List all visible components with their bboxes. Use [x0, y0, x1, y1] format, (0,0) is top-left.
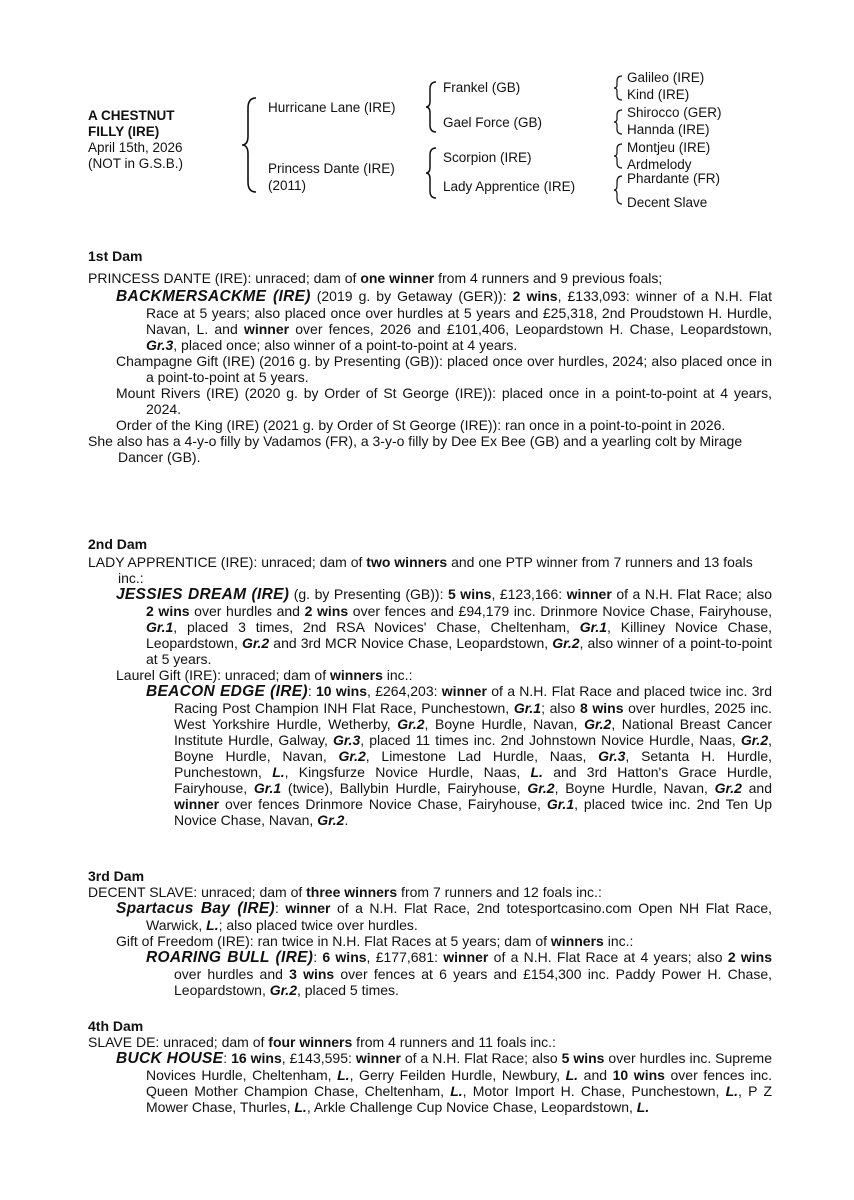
grandoffspring-beacon-edge: BEACON EDGE (IRE): 10 wins, £264,203: winner of a N.H. Flat Race and placed twice inc. 3rd Racing Post Champion INH Flat Race, Punchestown, Gr.1; also 8 wins over hurdles, 2025 inc. West Yorkshire Hurdle, Wetherby, Gr.2, Boyne Hurdle, Navan, Gr.2, National Breast Cancer Institute Hurdle, Galway, Gr.3, placed 11 times inc. 2nd Johnstown Novice Hurdle, Naas, Gr.2, Boyne Hurdle, Navan, Gr.2, Limestone Lad Hurdle, Naas, Gr.3, Setanta H. Hurdle, Punchestown, L., Kingsfurze Novice Hurdle, Naas, L. and 3rd Hatton's Grace Hurdle, Fairyhouse, Gr.1 (twice), Ballybin Hurdle, Fairyhouse, Gr.2, Boyne Hurdle, Navan, Gr.2 and winner over fences Drinmore Novice Chase, Fairyhouse, Gr.1, placed twice inc. 2nd Ten Up Novice Chase, Navan, Gr.2. [146, 683, 773, 828]
brace-gen3-2 [612, 108, 626, 136]
second-dam-heading: 2nd Dam [88, 536, 148, 552]
offspring-champagne-gift: Champagne Gift (IRE) (2016 g. by Presenting (GB)): placed once over hurdles, 2024; also placed once in a point-to-point at 5 years. [116, 353, 772, 385]
offspring-spartacus-bay: Spartacus Bay (IRE): winner of a N.H. Flat Race, 2nd totesportcasino.com Open NH Flat Race, Warwick, L.; also placed twice over hurdles. [116, 900, 773, 933]
dam-name: Princess Dante (IRE) [268, 161, 395, 176]
brace-gen3-3 [612, 142, 626, 170]
subject-foaling-date: April 15th, 2026 [88, 140, 183, 155]
first-dam-intro: PRINCESS DANTE (IRE): unraced; dam of one winner from 4 runners and 9 previous foals; [88, 270, 663, 286]
ancestor-kind: Kind (IRE) [627, 87, 690, 102]
second-dam-intro: LADY APPRENTICE (IRE): unraced; dam of two winners and one PTP winner from 7 runners and 13 foals inc.: [88, 554, 753, 586]
subject-name-line2: FILLY (IRE) [88, 124, 160, 139]
sire-dam-name: Gael Force (GB) [443, 115, 543, 130]
fourth-dam-section [88, 1018, 772, 1115]
third-dam-section [88, 868, 772, 998]
dam-sire-name: Scorpion (IRE) [443, 150, 532, 165]
ancestor-decent-slave: Decent Slave [627, 195, 708, 210]
subject-name-line1: A CHESTNUT [88, 108, 175, 123]
offspring-gift-of-freedom: Gift of Freedom (IRE): ran twice in N.H. Flat Races at 5 years; dam of winners inc.: [116, 933, 634, 949]
brace-gen3-1 [612, 74, 626, 102]
third-dam-heading: 3rd Dam [88, 868, 145, 884]
sire-sire-name: Frankel (GB) [443, 80, 521, 95]
offspring-buck-house: BUCK HOUSE: 16 wins, £143,595: winner of a N.H. Flat Race; also 5 wins over hurdles inc. Supreme Novices Hurdle, Cheltenham, L., Gerry Feilden Hurdle, Newbury, L. and 10 wins over fences inc. Queen Mother Champion Chase, Cheltenham, L., Motor Import H. Chase, Punchestown, L., P Z Mower Chase, Thurles, L., Arkle Challenge Cup Novice Chase, Leopardstown, L. [116, 1050, 772, 1115]
second-dam-section [88, 536, 772, 828]
dam-dam-name: Lady Apprentice (IRE) [443, 179, 576, 194]
offspring-laurel-gift: Laurel Gift (IRE): unraced; dam of winners inc.: [116, 667, 413, 683]
ancestor-montjeu: Montjeu (IRE) [627, 140, 711, 155]
offspring-order-of-the-king: Order of the King (IRE) (2021 g. by Order of St George (IRE)): ran once in a point-to-point in 2026. [116, 417, 726, 433]
sire-name: Hurricane Lane (IRE) [268, 100, 396, 115]
brace-gen1 [240, 96, 260, 194]
third-dam-intro: DECENT SLAVE: unraced; dam of three winners from 7 runners and 12 foals inc.: [88, 884, 602, 900]
first-dam-also-note: She also has a 4-y-o filly by Vadamos (FR), a 3-y-o filly by Dee Ex Bee (GB) and a yearling colt by Mirage Dancer (GB). [88, 433, 743, 465]
brace-gen3-4 [612, 174, 626, 206]
first-dam-section [88, 248, 772, 465]
ancestor-galileo: Galileo (IRE) [627, 70, 705, 85]
subject-gsb-note: (NOT in G.S.B.) [88, 156, 184, 171]
grandoffspring-roaring-bull: ROARING BULL (IRE): 6 wins, £177,681: winner of a N.H. Flat Race at 4 years; also 2 wins over hurdles and 3 wins over fences at 6 years and £154,300 inc. Paddy Power H. Chase, Leopardstown, Gr.2, placed 5 times. [146, 949, 773, 998]
brace-gen2-sire [424, 80, 440, 134]
ancestor-phardante: Phardante (FR) [627, 171, 721, 186]
ancestor-ardmelody: Ardmelody [627, 157, 692, 172]
fourth-dam-heading: 4th Dam [88, 1018, 144, 1034]
offspring-mount-rivers: Mount Rivers (IRE) (2020 g. by Order of St George (IRE)): placed once in a point-to-point at 4 years, 2024. [116, 385, 772, 417]
dam-year: (2011) [268, 178, 307, 193]
fourth-dam-intro: SLAVE DE: unraced; dam of four winners from 4 runners and 11 foals inc.: [88, 1034, 556, 1050]
first-dam-heading: 1st Dam [88, 248, 143, 264]
ancestor-hannda: Hannda (IRE) [627, 122, 710, 137]
offspring-backmersackme: BACKMERSACKME (IRE) (2019 g. by Getaway (GER)): 2 wins, £133,093: winner of a N.H. Flat Race at 5 years; also placed once over hurdles at 5 years and £25,318, 2nd Proudstown H. Hurdle, Navan, L. and winner over fences, 2026 and £101,406, Leopardstown H. Chase, Leopardstown, Gr.3, placed once; also winner of a point-to-point at 4 years. [116, 288, 772, 353]
ancestor-shirocco: Shirocco (GER) [627, 105, 722, 120]
offspring-jessies-dream: JESSIES DREAM (IRE) (g. by Presenting (GB)): 5 wins, £123,166: winner of a N.H. Flat Race; also 2 wins over hurdles and 2 wins over fences and £94,179 inc. Drinmore Novice Chase, Fairyhouse, Gr.1, placed 3 times, 2nd RSA Novices' Chase, Cheltenham, Gr.1, Killiney Novice Chase, Leopardstown, Gr.2 and 3rd MCR Novice Chase, Leopardstown, Gr.2, also winner of a point-to-point at 5 years. [116, 586, 773, 667]
brace-gen2-dam [424, 146, 440, 200]
